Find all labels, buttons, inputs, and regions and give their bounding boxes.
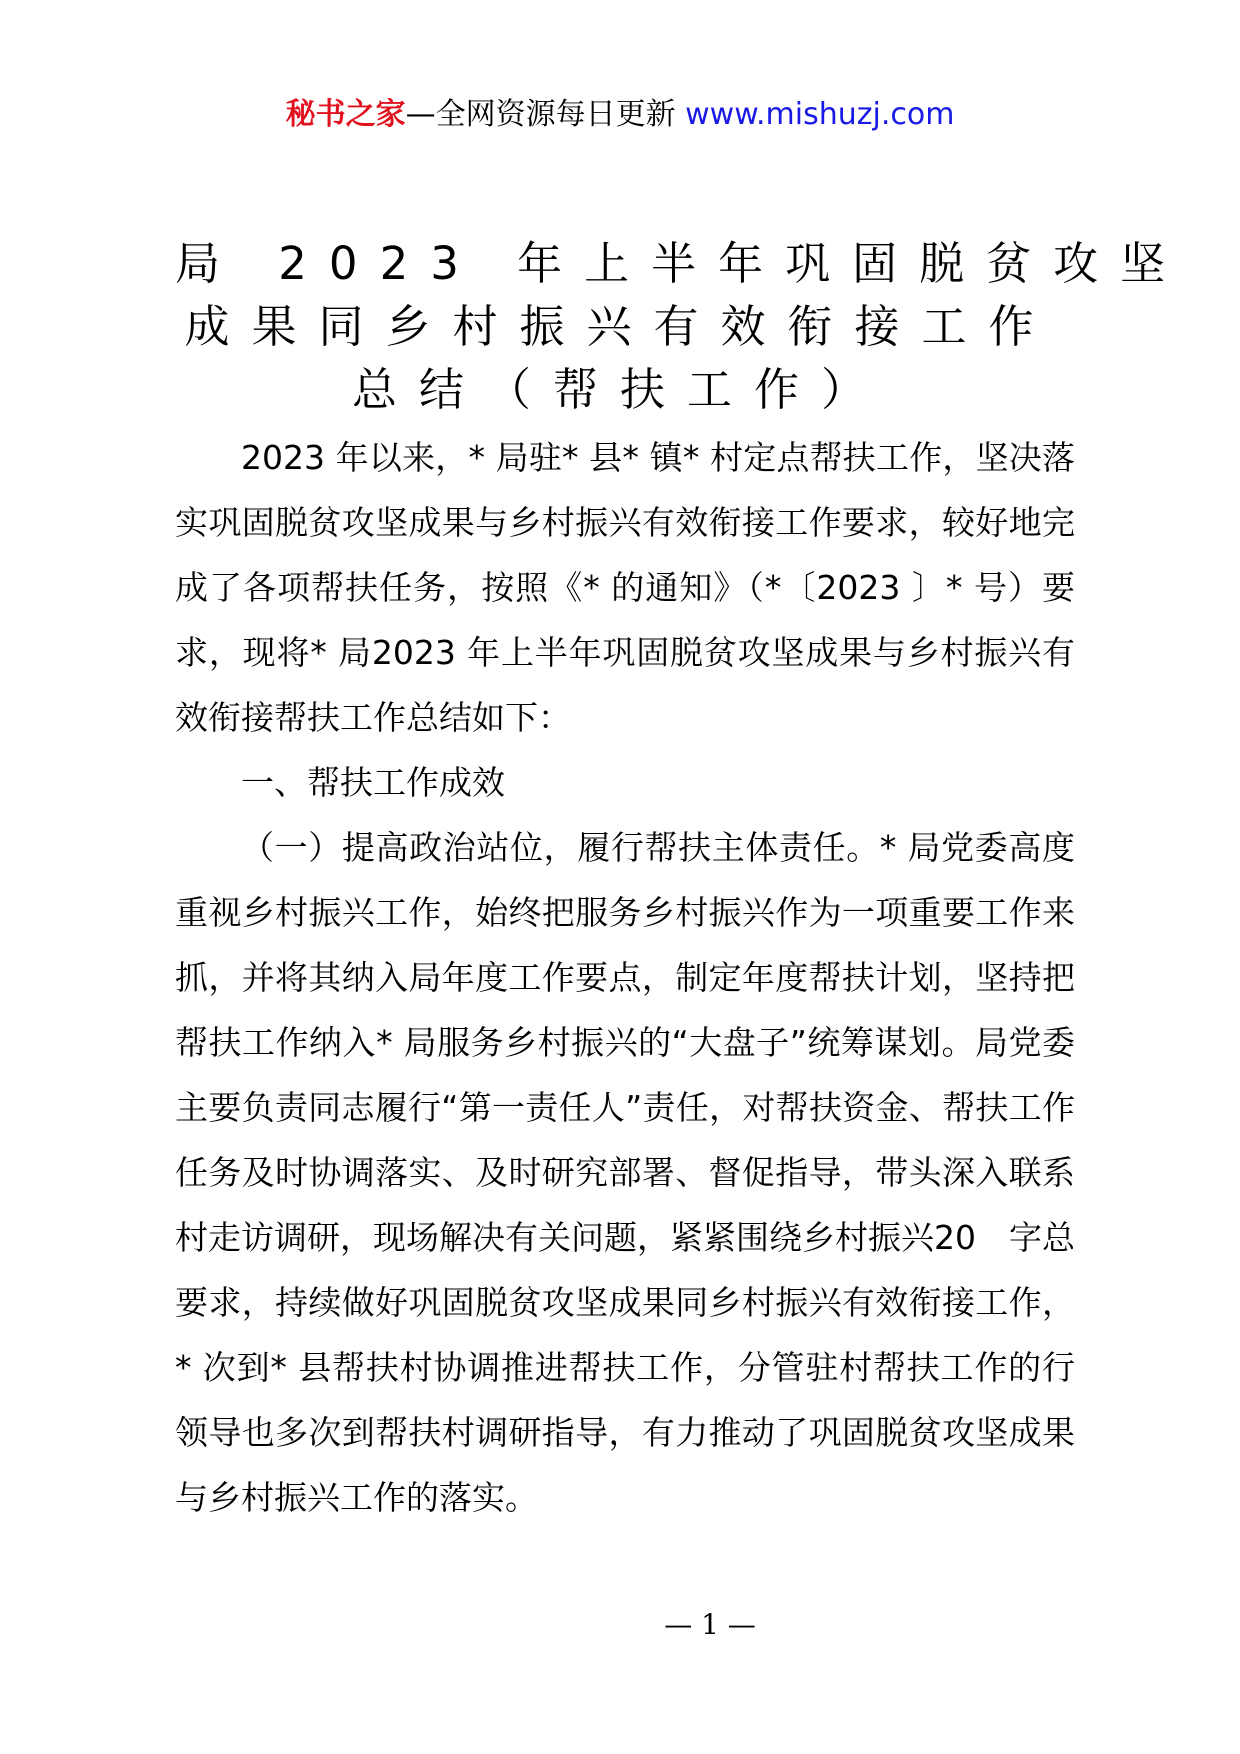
- title-line-3: 总结（帮扶工作）: [351, 363, 888, 416]
- site-url-link[interactable]: www.mishuzj.com: [685, 97, 955, 132]
- site-slogan: —全网资源每日更新: [405, 97, 676, 132]
- site-brand: 秘书之家: [285, 97, 406, 132]
- intro-paragraph: 2023 年以来，* 局驻* 县* 镇* 村定点帮扶工作，坚决落实巩固脱贫攻坚成果与乡村振兴有效衔接工作要求，较好地完成了各项帮扶任务，按照《* 的通知》（*〔2023 〕* 号）要求，现将* 局2023 年上半年巩固脱贫攻坚成果与乡村振兴有效衔接帮扶工作总结如下：: [175, 438, 1075, 737]
- site-header-banner: [0, 90, 1240, 140]
- section-heading: 一、帮扶工作成效: [241, 763, 505, 802]
- document-title: [175, 232, 1188, 421]
- title-line-2: 成果同乡村振兴有效衔接工作: [184, 300, 1056, 353]
- page-number: — 1 —: [664, 1608, 756, 1641]
- title-line-1: 局 2023 年上半年巩固脱贫攻坚: [175, 237, 1188, 290]
- body-paragraph: （一）提高政治站位，履行帮扶主体责任。* 局党委高度重视乡村振兴工作，始终把服务乡村振兴作为一项重要工作来抓，并将其纳入局年度工作要点，制定年度帮扶计划，坚持把帮扶工作纳入* 局服务乡村振兴的“大盘子”统筹谋划。局党委主要负责同志履行“第一责任人”责任，对帮扶资金、帮扶工作任务及时协调落实、及时研究部署、督促指导，带头深入联系村走访调研，现场解决有关问题，紧紧围绕乡村振兴20 字总要求，持续做好巩固脱贫攻坚成果同乡村振兴有效衔接工作，* 次到* 县帮扶村协调推进帮扶工作，分管驻村帮扶工作的行领导也多次到帮扶村调研指导，有力推动了巩固脱贫攻坚成果与乡村振兴工作的落实。: [175, 828, 1075, 1517]
- document-body: [175, 425, 1075, 1530]
